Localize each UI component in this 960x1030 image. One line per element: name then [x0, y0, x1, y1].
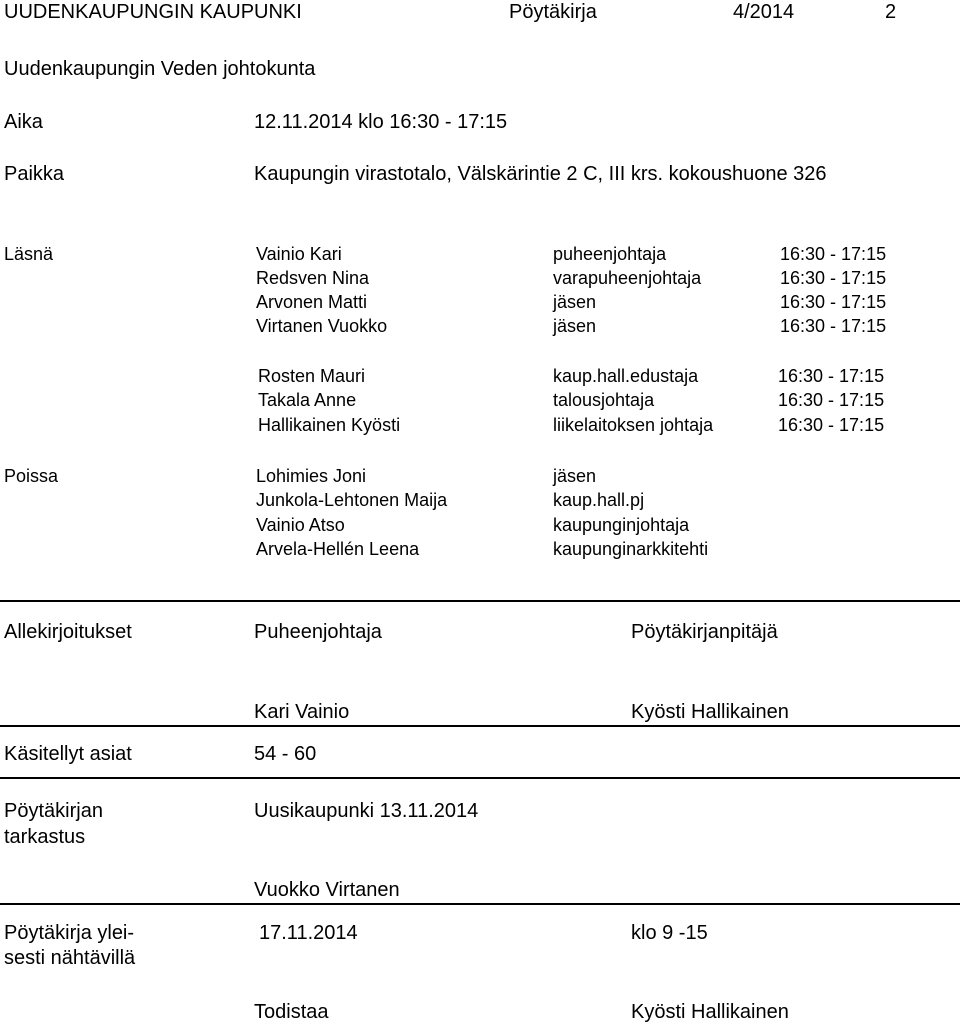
public-date: 17.11.2014: [259, 922, 358, 944]
time-value: 12.11.2014 klo 16:30 - 17:15: [254, 111, 508, 133]
review-label-line1: Pöytäkirjan: [4, 800, 103, 822]
reviewer-name: Vuokko Virtanen: [254, 879, 400, 901]
items-value: 54 - 60: [254, 743, 317, 765]
absent-member-role: jäsen: [553, 466, 597, 486]
present-member-name: Virtanen Vuokko: [256, 316, 388, 336]
section-divider: [0, 725, 960, 727]
place-value: Kaupungin virastotalo, Välskärintie 2 C, III krs. kokoushuone 326: [254, 163, 827, 185]
page-number: 2: [885, 1, 897, 23]
section-divider: [0, 903, 960, 905]
present-other-name: Takala Anne: [258, 390, 357, 410]
present-other-name: Hallikainen Kyösti: [258, 415, 401, 435]
present-member-time: 16:30 - 17:15: [780, 268, 887, 288]
place-label: Paikka: [4, 163, 65, 185]
present-other-name: Rosten Mauri: [258, 366, 366, 386]
doc-type: Pöytäkirja: [509, 1, 597, 23]
absent-member-name: Junkola-Lehtonen Maija: [256, 490, 448, 510]
present-member-time: 16:30 - 17:15: [780, 244, 887, 264]
absent-member-name: Vainio Atso: [256, 515, 345, 535]
absent-label: Poissa: [4, 466, 59, 486]
present-member-name: Redsven Nina: [256, 268, 370, 288]
review-place-date: Uusikaupunki 13.11.2014: [254, 800, 479, 822]
absent-member-name: Arvela-Hellén Leena: [256, 539, 420, 559]
absent-member-name: Lohimies Joni: [256, 466, 367, 486]
absent-member-role: kaupunginarkkitehti: [553, 539, 709, 559]
present-other-role: liikelaitoksen johtaja: [553, 415, 714, 435]
attest-label: Todistaa: [254, 1001, 329, 1023]
review-label-line2: tarkastus: [4, 826, 86, 848]
present-other-time: 16:30 - 17:15: [778, 390, 885, 410]
doc-number: 4/2014: [733, 1, 795, 23]
secretary-name: Kyösti Hallikainen: [631, 701, 789, 723]
chair-title: Puheenjohtaja: [254, 621, 382, 643]
absent-member-role: kaup.hall.pj: [553, 490, 645, 510]
present-member-time: 16:30 - 17:15: [780, 292, 887, 312]
public-hours: klo 9 -15: [631, 922, 708, 944]
chair-name: Kari Vainio: [254, 701, 350, 723]
time-label: Aika: [4, 111, 43, 133]
present-member-role: jäsen: [553, 292, 597, 312]
present-other-time: 16:30 - 17:15: [778, 415, 885, 435]
present-member-role: jäsen: [553, 316, 597, 336]
board-name: Uudenkaupungin Veden johtokunta: [4, 58, 316, 80]
signatures-label: Allekirjoitukset: [4, 621, 132, 643]
present-member-name: Arvonen Matti: [256, 292, 368, 312]
section-divider: [0, 600, 960, 602]
secretary-title: Pöytäkirjanpitäjä: [631, 621, 778, 643]
absent-member-role: kaupunginjohtaja: [553, 515, 690, 535]
present-other-role: talousjohtaja: [553, 390, 655, 410]
present-member-role: varapuheenjohtaja: [553, 268, 702, 288]
attest-name: Kyösti Hallikainen: [631, 1001, 789, 1023]
present-label: Läsnä: [4, 244, 54, 264]
present-member-role: puheenjohtaja: [553, 244, 667, 264]
present-other-time: 16:30 - 17:15: [778, 366, 885, 386]
city-name: UUDENKAUPUNGIN KAUPUNKI: [4, 1, 302, 23]
present-member-name: Vainio Kari: [256, 244, 342, 264]
public-label-line2: sesti nähtävillä: [4, 947, 136, 969]
public-label-line1: Pöytäkirja ylei-: [4, 922, 135, 944]
present-member-time: 16:30 - 17:15: [780, 316, 887, 336]
section-divider: [0, 777, 960, 779]
items-label: Käsitellyt asiat: [4, 743, 132, 765]
present-other-role: kaup.hall.edustaja: [553, 366, 699, 386]
